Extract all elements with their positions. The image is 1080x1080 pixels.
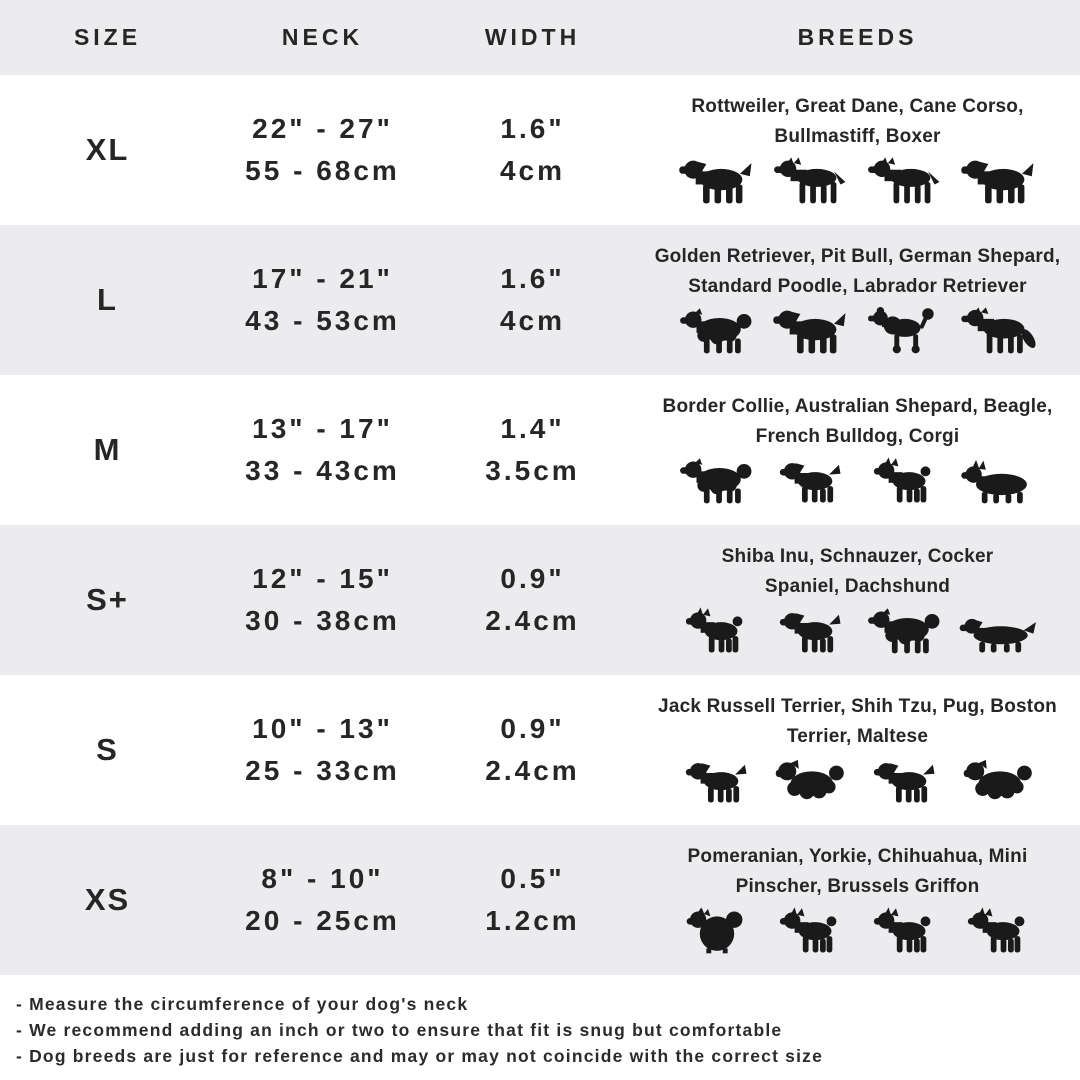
width-cm: 4cm — [499, 155, 566, 186]
width-cell — [430, 258, 635, 342]
neck-cell — [215, 108, 430, 192]
breed-list: Pomeranian, Yorkie, Chihuahua, Mini Pinscher, Brussels Griffon — [687, 846, 1028, 897]
border-collie-icon — [676, 454, 758, 510]
breeds-cell — [635, 825, 1080, 975]
neck-cell — [215, 408, 430, 492]
dog-icons-row — [676, 454, 1040, 510]
header-width: WIDTH — [484, 24, 581, 50]
mini-pinscher-icon — [958, 904, 1040, 960]
cane-corso-icon — [864, 154, 946, 210]
breed-list: Golden Retriever, Pit Bull, German Shepard, Standard Poodle, Labrador Retriever — [654, 246, 1061, 297]
neck-inches: 22" - 27" — [252, 113, 393, 144]
neck-cell — [215, 708, 430, 792]
size-cell: S+ — [86, 582, 129, 617]
header-neck: NECK — [281, 24, 364, 50]
chihuahua-icon — [864, 904, 946, 960]
header-breeds: BREEDS — [797, 24, 918, 50]
beagle-icon — [770, 454, 852, 510]
size-cell: L — [97, 282, 118, 317]
width-cell — [430, 108, 635, 192]
neck-cm: 30 - 38cm — [245, 605, 400, 636]
neck-cell — [215, 258, 430, 342]
width-inches: 0.9" — [500, 713, 565, 744]
bullmastiff-icon — [958, 154, 1040, 210]
size-cell: XL — [85, 132, 130, 167]
width-inches: 1.6" — [500, 113, 565, 144]
german-shepard-icon — [958, 304, 1040, 360]
neck-cm: 25 - 33cm — [245, 755, 400, 786]
neck-inches: 13" - 17" — [252, 413, 393, 444]
width-cm: 2.4cm — [485, 755, 580, 786]
neck-inches: 10" - 13" — [252, 713, 393, 744]
rottweiler-icon — [676, 154, 758, 210]
cocker-spaniel-icon — [864, 604, 946, 660]
note-recommend: - We recommend adding an inch or two to ensure that fit is snug but comfortable — [16, 1020, 783, 1040]
maltese-icon — [958, 754, 1040, 810]
width-cell — [430, 558, 635, 642]
table-row-m — [0, 375, 1080, 525]
neck-cm: 55 - 68cm — [245, 155, 400, 186]
neck-cm: 20 - 25cm — [245, 905, 400, 936]
width-inches: 0.5" — [500, 863, 565, 894]
size-cell: XS — [84, 882, 131, 917]
footer-notes — [0, 975, 1080, 1069]
size-cell: S — [96, 732, 119, 767]
standard-poodle-icon — [864, 304, 946, 360]
shih-tzu-icon — [770, 754, 852, 810]
pomeranian-icon — [676, 904, 758, 960]
breeds-cell — [635, 525, 1080, 675]
yorkie-icon — [770, 904, 852, 960]
dog-icons-row — [676, 154, 1040, 210]
width-cm: 2.4cm — [485, 605, 580, 636]
size-cell: M — [93, 432, 122, 467]
corgi-icon — [958, 454, 1040, 510]
note-reference: - Dog breeds are just for reference and may or may not coincide with the correct size — [16, 1046, 824, 1066]
golden-retriever-icon — [676, 304, 758, 360]
header-size: SIZE — [73, 24, 142, 50]
pit-bull-icon — [770, 304, 852, 360]
neck-cell — [215, 858, 430, 942]
table-row-xs — [0, 825, 1080, 975]
schnauzer-icon — [770, 604, 852, 660]
dog-icons-row — [676, 604, 1040, 660]
breeds-cell — [635, 225, 1080, 375]
neck-inches: 17" - 21" — [252, 263, 393, 294]
breeds-cell — [635, 375, 1080, 525]
neck-inches: 8" - 10" — [261, 863, 384, 894]
width-cm: 1.2cm — [485, 905, 580, 936]
width-inches: 1.6" — [500, 263, 565, 294]
breed-list: Jack Russell Terrier, Shih Tzu, Pug, Boston Terrier, Maltese — [658, 696, 1057, 747]
table-row-s-plus — [0, 525, 1080, 675]
width-cell — [430, 408, 635, 492]
dog-icons-row — [676, 754, 1040, 810]
dachshund-icon — [958, 604, 1040, 660]
neck-cm: 43 - 53cm — [245, 305, 400, 336]
french-bulldog-icon — [864, 454, 946, 510]
jack-russell-terrier-icon — [676, 754, 758, 810]
width-cm: 3.5cm — [485, 455, 580, 486]
neck-inches: 12" - 15" — [252, 563, 393, 594]
neck-cm: 33 - 43cm — [245, 455, 400, 486]
note-measure: - Measure the circumference of your dog's neck — [16, 994, 469, 1014]
width-inches: 0.9" — [500, 563, 565, 594]
width-cell — [430, 708, 635, 792]
width-cm: 4cm — [499, 305, 566, 336]
breed-list: Rottweiler, Great Dane, Cane Corso, Bullmastiff, Boxer — [691, 96, 1024, 147]
pug-icon — [864, 754, 946, 810]
shiba-inu-icon — [676, 604, 758, 660]
neck-cell — [215, 558, 430, 642]
breed-list: Border Collie, Australian Shepard, Beagle, French Bulldog, Corgi — [662, 396, 1053, 447]
table-row-xl — [0, 75, 1080, 225]
dog-icons-row — [676, 304, 1040, 360]
breeds-cell — [635, 75, 1080, 225]
table-row-s — [0, 675, 1080, 825]
width-inches: 1.4" — [500, 413, 565, 444]
breeds-cell — [635, 675, 1080, 825]
width-cell — [430, 858, 635, 942]
breed-list: Shiba Inu, Schnauzer, Cocker Spaniel, Dachshund — [721, 546, 994, 597]
great-dane-icon — [770, 154, 852, 210]
table-row-l — [0, 225, 1080, 375]
dog-icons-row — [676, 904, 1040, 960]
table-header — [0, 0, 1080, 75]
